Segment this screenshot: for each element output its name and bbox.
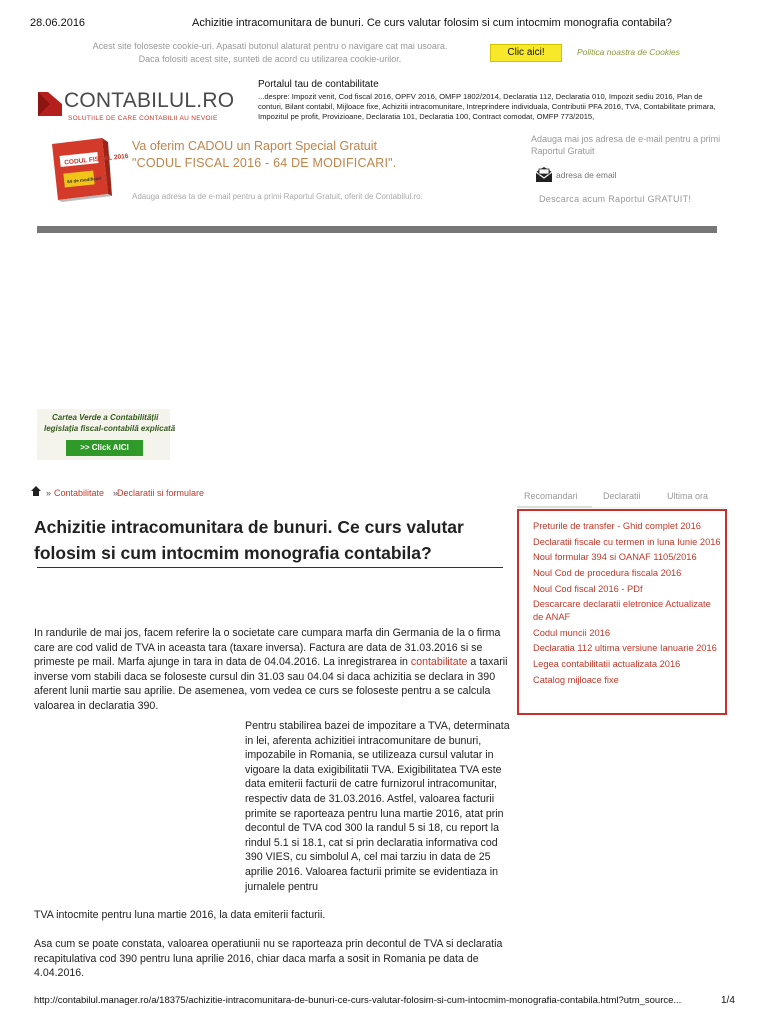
print-title: Achizitie intracomunitara de bunuri. Ce curs valutar folosim si cum intocmim monografia contabila?	[192, 17, 672, 29]
title-divider	[37, 567, 503, 568]
email-input[interactable]	[556, 168, 666, 182]
banner-click-button[interactable]: >> Click AICI	[66, 440, 143, 456]
breadcrumb-separator: »	[46, 488, 52, 498]
recommendations-list	[533, 520, 723, 689]
article-title: Achizitie intracomunitara de bunuri. Ce curs valutar folosim si cum intocmim monografia contabila?	[34, 517, 464, 563]
list-item[interactable]: Catalog mijloace fixe	[533, 674, 619, 685]
active-tab-indicator	[517, 506, 592, 508]
logo-wordmark[interactable]: CONTABILUL.RO	[64, 89, 235, 112]
envelope-icon	[534, 166, 554, 183]
list-item[interactable]: Descarcare declaratii eletronice Actualizate de ANAF	[533, 599, 711, 622]
home-icon[interactable]	[30, 484, 44, 496]
breadcrumb-declaratii[interactable]: Declaratii si formulare	[117, 488, 205, 498]
print-date: 28.06.2016	[30, 17, 86, 29]
promo-hint: Adauga adresa ta de e-mail pentru a primi Raportul Gratuit, oferit de Contabilul.ro.	[132, 192, 423, 201]
intro-text-end: a taxarii inverse vom stabili daca se foloseste cursul din 31.03 sau 04.04 si daca achizitia se declara in 390 aferent lunii martie sau aprilie. De asemenea, vom vedea ce curs se foloseste pentru a se calcula valoarea in declaratia 390.	[34, 656, 508, 712]
promo-report-title: "CODUL FISCAL 2016 - 64 DE MODIFICARI".	[132, 156, 397, 170]
codul-fiscal-book-image[interactable]	[46, 136, 129, 202]
list-item[interactable]: Noul formular 394 si OANAF 1105/2016	[533, 552, 697, 563]
list-item[interactable]: Legea contabilitatii actualizata 2016	[533, 659, 681, 669]
cookie-notice	[60, 40, 480, 66]
list-item[interactable]: Codul muncii 2016	[533, 627, 611, 638]
contabilitate-link[interactable]: contabilitate	[410, 656, 468, 668]
list-item[interactable]: Noul Cod fiscal 2016 - PDf	[533, 583, 643, 594]
cookie-notice-line1: Acest site foloseste cookie-uri. Apasati butonul alaturat pentru o navigare cat mai usoara.	[92, 41, 448, 51]
print-page-number: 1/4	[721, 995, 735, 1006]
book-subtitle: 64 de modificari	[66, 175, 102, 185]
list-item[interactable]: Declaratia 112 ultima versiune Ianuarie 2016	[533, 643, 717, 654]
header-divider-bar	[37, 226, 717, 233]
article-paragraph-tva-base: Pentru stabilirea bazei de impozitare a TVA, determinata in lei, aferenta achizitiei intracomunitare de bunuri, impozabile in Romania, se utilizeaza cursul valutar in vigoare la data exigibilitatii TVA. Exigibilitatea TVA este data emiterii facturii de catre furnizorul intracomunitar, respectiv data de 31.03.2016. Astfel, valoarea facturii primite se raporteaza pentru luna martie 2016, atat prin decontul de TVA cod 300 la randul 5 si 18, cu report la rindul 5.1 si 18.1, cat si prin declaratia informativa cod 390 VIES, cu simbolul A, cel mai tarziu in data de 25 aprilie 2016. Valoarea facturii primite se evidentiaza in jurnalele pentru	[245, 720, 510, 893]
banner-title: Cartea Verde a Contabilității	[52, 413, 159, 422]
tab-declaratii[interactable]: Declaratii	[603, 491, 641, 501]
print-url: http://contabilul.manager.ro/a/18375/achizitie-intracomunitara-de-bunuri-ce-curs-valutar-folosim-si-cum-intocmim-monografia-contabila.html?utm_source...	[34, 995, 682, 1006]
banner-subtitle: legislația fiscal-contabilă explicată	[44, 424, 176, 433]
intro-text-start: In randurile de mai jos, facem referire la o societate care cumpara marfa din Germania de la o firma care are cod valid de TVA in aceasta tara (taxare inversa). Factura are data de 31.03.2016 si se primeste pe mail. Marfa ajunge in tara in data de 04.04.2016. La inregistrarea in	[34, 627, 501, 668]
article-paragraph-conclusion: Asa cum se poate constata, valoarea operatiunii nu se raporteaza prin decontul de TVA si declaratia recapitulativa cod 390 pentru luna aprilie 2016, chiar daca marfa a sosit in Romania pe data de 4.04.2016.	[34, 938, 503, 979]
cookie-accept-button[interactable]: Clic aici!	[490, 44, 562, 62]
book-title: CODUL FISCAL 2016	[63, 152, 129, 167]
portal-title: Portalul tau de contabilitate	[258, 79, 379, 90]
tab-recomandari[interactable]: Recomandari	[524, 491, 578, 501]
download-report-button[interactable]: Descarca acum Raportul GRATUIT!	[539, 194, 692, 204]
list-item[interactable]: Declaratii fiscale cu termen in luna Iunie 2016	[533, 536, 721, 547]
promo-headline: Va oferim CADOU un Raport Special Gratuit	[132, 139, 378, 153]
list-item[interactable]: Preturile de transfer - Ghid complet 2016	[533, 521, 701, 531]
article-paragraph-tva-tail: TVA intocmite pentru luna martie 2016, la data emiterii facturii.	[34, 909, 326, 921]
logo-icon[interactable]	[38, 90, 62, 118]
breadcrumb-contabilitate[interactable]: Contabilitate	[54, 488, 105, 498]
cookie-notice-line2: Daca folositi acest site, sunteti de acord cu utilizarea cookie-urilor.	[138, 54, 402, 64]
email-hint: Adauga mai jos adresa de e-mail pentru a primi Raportul Gratuit	[531, 134, 721, 156]
portal-keywords: ...despre: Impozit venit, Cod fiscal 2016, OPFV 2016, OMFP 1802/2014, Declaratia 112, Declaratia 010, Impozit sediu 2016, Plan de conturi, Bilant contabil, Mijloace fixe, Achizitii intracomunitare, Intreprindere individuala, Contributii PFA 2016, TVA, Contabilitate primara, Impozitul pe profit, Provizioane, Declaratia 101, Declaratia 100, Contract comodat, OMFP 773/2015,	[258, 92, 716, 121]
list-item[interactable]: Noul Cod de procedura fiscala 2016	[533, 568, 682, 579]
logo-tagline: SOLUTIILE DE CARE CONTABILII AU NEVOIE	[68, 115, 218, 122]
cookie-policy-link[interactable]: Politica noastra de Cookies	[577, 47, 681, 57]
article-intro-paragraph	[34, 626, 512, 713]
tab-ultima-ora[interactable]: Ultima ora	[667, 491, 709, 501]
breadcrumb-separator: »	[113, 488, 119, 498]
